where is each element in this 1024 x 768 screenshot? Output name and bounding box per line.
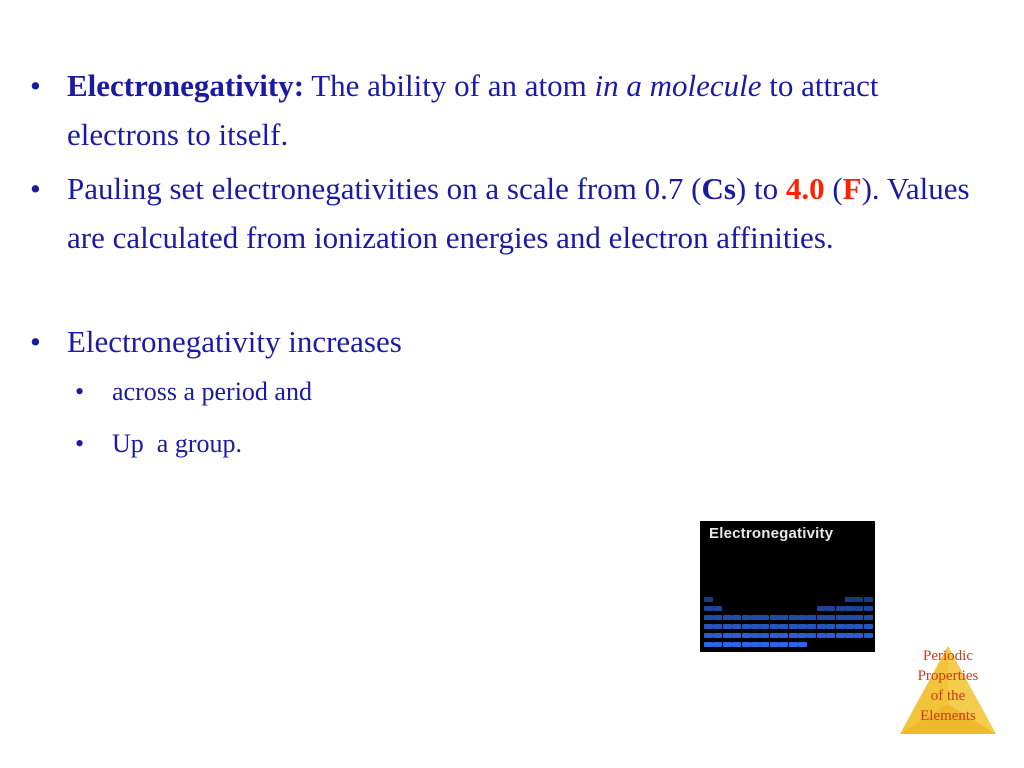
- grid-cell: [817, 615, 826, 620]
- grid-cell: [713, 642, 722, 647]
- grid-cell: [732, 642, 741, 647]
- value-high: 4.0: [785, 171, 825, 206]
- logo-caption: [896, 646, 1000, 726]
- grid-cell: [864, 624, 873, 629]
- grid-cell: [807, 615, 816, 620]
- grid-cell: [845, 615, 854, 620]
- bullet-dot: •: [30, 324, 41, 359]
- grid-cell: [713, 624, 722, 629]
- grid-cell: [760, 624, 769, 629]
- grid-cell: [704, 597, 713, 602]
- logo-line: of the: [930, 688, 966, 704]
- bullet-dot: •: [30, 171, 41, 206]
- grid-cell: [723, 624, 732, 629]
- grid-cell: [760, 615, 769, 620]
- grid-cell: [798, 615, 807, 620]
- grid-cell: [704, 642, 713, 647]
- grid-cell: [854, 615, 863, 620]
- grid-cell: [732, 633, 741, 638]
- logo-line: Elements: [920, 708, 976, 724]
- pauling-text-b: ) to: [735, 171, 786, 206]
- bullet-text: [67, 164, 990, 262]
- grid-cell: [704, 624, 713, 629]
- grid-cell: [836, 615, 845, 620]
- grid-cell: [779, 633, 788, 638]
- pauling-text-a: Pauling set electronegativities on a scale from 0.7 (: [67, 171, 702, 206]
- sub-bullet-text: across a period and: [112, 377, 312, 406]
- logo-line: Properties: [917, 668, 979, 684]
- bullet-text: [67, 61, 990, 159]
- grid-cell: [789, 624, 798, 629]
- grid-cell: [798, 642, 807, 647]
- grid-cell: [817, 633, 826, 638]
- grid-cell: [798, 633, 807, 638]
- grid-cell: [723, 633, 732, 638]
- electronegativity-thumbnail: [700, 521, 875, 652]
- grid-cell: [723, 615, 732, 620]
- grid-cell: [789, 615, 798, 620]
- logo-line: Periodic: [923, 648, 973, 664]
- grid-cell: [836, 624, 845, 629]
- grid-cell: [742, 642, 751, 647]
- grid-cell: [836, 633, 845, 638]
- grid-cell: [760, 633, 769, 638]
- grid-cell: [826, 633, 835, 638]
- periodic-table-grid: [700, 521, 875, 652]
- grid-cell: [751, 624, 760, 629]
- grid-cell: [723, 642, 732, 647]
- sub-bullet-text: Up a group.: [112, 429, 242, 458]
- grid-cell: [770, 615, 779, 620]
- grid-cell: [704, 615, 713, 620]
- thumbnail-title: Electronegativity: [709, 525, 834, 542]
- grid-cell: [779, 642, 788, 647]
- grid-cell: [732, 624, 741, 629]
- grid-cell: [779, 615, 788, 620]
- grid-cell: [751, 633, 760, 638]
- definition-text-b: to attract electrons to itself.: [67, 68, 879, 152]
- grid-cell: [770, 642, 779, 647]
- grid-cell: [807, 633, 816, 638]
- grid-cell: [807, 624, 816, 629]
- grid-cell: [779, 624, 788, 629]
- grid-cell: [704, 633, 713, 638]
- grid-cell: [770, 633, 779, 638]
- grid-cell: [864, 615, 873, 620]
- grid-cell: [836, 606, 845, 611]
- grid-cell: [760, 642, 769, 647]
- grid-cell: [713, 606, 722, 611]
- grid-cell: [826, 606, 835, 611]
- pauling-text-d: ). Values are calculated from ionization energies and electron affinities.: [67, 171, 970, 255]
- grid-cell: [864, 597, 873, 602]
- grid-cell: [742, 615, 751, 620]
- pauling-text-c: (: [824, 171, 843, 206]
- grid-cell: [845, 633, 854, 638]
- term-electronegativity: Electronegativity:: [67, 68, 305, 103]
- grid-cell: [854, 624, 863, 629]
- grid-cell: [864, 606, 873, 611]
- grid-cell: [826, 615, 835, 620]
- grid-cell: [817, 624, 826, 629]
- grid-cell: [826, 624, 835, 629]
- element-f: F: [842, 171, 862, 206]
- grid-cell: [713, 633, 722, 638]
- grid-cell: [751, 642, 760, 647]
- grid-cell: [742, 633, 751, 638]
- grid-cell: [713, 615, 722, 620]
- grid-cell: [845, 606, 854, 611]
- grid-cell: [854, 597, 863, 602]
- grid-cell: [770, 624, 779, 629]
- grid-cell: [864, 633, 873, 638]
- grid-cell: [798, 624, 807, 629]
- grid-cell: [845, 624, 854, 629]
- grid-cell: [845, 597, 854, 602]
- bullet-dot: •: [75, 377, 85, 406]
- grid-cell: [854, 606, 863, 611]
- grid-cell: [789, 633, 798, 638]
- definition-text-a: The ability of an atom: [304, 68, 595, 103]
- bullet-dot: •: [30, 68, 41, 103]
- grid-cell: [704, 606, 713, 611]
- grid-cell: [751, 615, 760, 620]
- bullet-text: Electronegativity increases: [67, 324, 402, 359]
- definition-italic: in a molecule: [594, 68, 762, 103]
- grid-cell: [817, 606, 826, 611]
- element-cs: Cs: [701, 171, 736, 206]
- grid-cell: [742, 624, 751, 629]
- grid-cell: [789, 642, 798, 647]
- grid-cell: [854, 633, 863, 638]
- bullet-dot: •: [75, 429, 85, 458]
- grid-cell: [732, 615, 741, 620]
